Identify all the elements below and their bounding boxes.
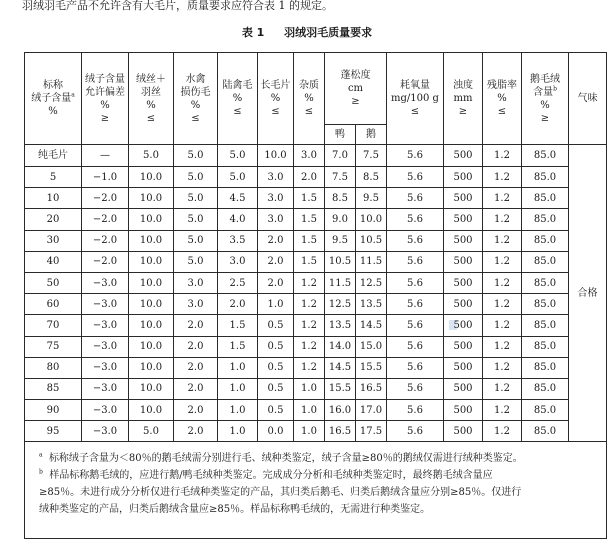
cell-impurity: 1.2 — [294, 294, 325, 315]
cell-goose-content: 85.0 — [522, 230, 569, 251]
cell-fill-power-duck: 14.0 — [325, 336, 356, 357]
cell-goose-content: 85.0 — [522, 315, 569, 336]
cell-oxygen-number: 5.6 — [387, 230, 444, 251]
cell-fill-power-goose: 10.0 — [356, 209, 387, 230]
header-fill-power-duck: 鸭 — [325, 125, 356, 145]
cell-goose-content: 85.0 — [522, 272, 569, 293]
cell-impurity: 1.2 — [294, 315, 325, 336]
cell-fill-power-goose: 15.0 — [356, 336, 387, 357]
cell-damaged-feather: 5.0 — [174, 230, 218, 251]
cell-tolerance: −3.0 — [82, 400, 129, 421]
cell-fiber: 5.0 — [129, 145, 174, 167]
table-row — [25, 421, 607, 442]
cell-damaged-feather: 5.0 — [174, 145, 218, 167]
cell-turbidity: 500 — [444, 272, 483, 293]
cell-turbidity: 500 — [444, 294, 483, 315]
cell-oxygen-number: 5.6 — [387, 357, 444, 378]
cell-long-feather: 10.0 — [258, 145, 294, 167]
cell-impurity: 1.2 — [294, 272, 325, 293]
cell-landfowl-feather: 2.0 — [218, 294, 258, 315]
cell-tolerance: −2.0 — [82, 188, 129, 209]
cell-turbidity: 500 — [444, 251, 483, 272]
cell-turbidity: 500 — [444, 209, 483, 230]
cell-tolerance: −3.0 — [82, 378, 129, 399]
cell-long-feather: 0.5 — [258, 400, 294, 421]
cell-impurity: 1.2 — [294, 336, 325, 357]
cell-residual-fat: 1.2 — [483, 188, 522, 209]
cell-residual-fat: 1.2 — [483, 145, 522, 167]
cell-goose-content: 85.0 — [522, 251, 569, 272]
cell-impurity: 3.0 — [294, 145, 325, 167]
cell-fill-power-duck: 9.0 — [325, 209, 356, 230]
table-row — [25, 378, 607, 399]
cell-long-feather: 2.0 — [258, 251, 294, 272]
cell-turbidity: 500 — [444, 400, 483, 421]
cell-fill-power-duck: 12.5 — [325, 294, 356, 315]
cell-long-feather: 0.0 — [258, 421, 294, 442]
cell-goose-content: 85.0 — [522, 145, 569, 167]
cell-goose-content: 85.0 — [522, 188, 569, 209]
header-nominal-down-content: 标称 绒子含量$^a$ % — [25, 53, 82, 145]
cell-oxygen-number: 5.6 — [387, 167, 444, 188]
cell-damaged-feather: 3.0 — [174, 294, 218, 315]
cell-damaged-feather: 2.0 — [174, 400, 218, 421]
header-fill-power-goose: 鹅 — [356, 125, 387, 145]
cell-fill-power-duck: 13.5 — [325, 315, 356, 336]
cell-residual-fat: 1.2 — [483, 167, 522, 188]
cell-residual-fat: 1.2 — [483, 315, 522, 336]
header-fill-power: 蓬松度 cm ≥ — [325, 53, 387, 125]
cell-tolerance: −1.0 — [82, 167, 129, 188]
cell-tolerance: −3.0 — [82, 357, 129, 378]
header-fiber: 绒丝＋ 羽丝 % ≤ — [129, 53, 174, 145]
cell-oxygen-number: 5.6 — [387, 294, 444, 315]
cell-turbidity: 500 — [444, 145, 483, 167]
cell-goose-content: 85.0 — [522, 294, 569, 315]
cell-fiber: 10.0 — [129, 315, 174, 336]
cell-long-feather: 0.5 — [258, 357, 294, 378]
table-row — [25, 167, 607, 188]
quality-requirements-table — [24, 52, 607, 539]
header-turbidity: 浊度 mm ≥ — [444, 53, 483, 145]
cell-goose-content: 85.0 — [522, 400, 569, 421]
cell-tolerance: −3.0 — [82, 315, 129, 336]
cell-oxygen-number: 5.6 — [387, 378, 444, 399]
table-caption — [0, 24, 614, 40]
cell-residual-fat: 1.2 — [483, 378, 522, 399]
cell-tolerance: −2.0 — [82, 251, 129, 272]
cell-fiber: 10.0 — [129, 336, 174, 357]
cell-fill-power-goose: 9.5 — [356, 188, 387, 209]
table-title: 羽绒羽毛质量要求 — [284, 26, 373, 39]
cell-residual-fat: 1.2 — [483, 336, 522, 357]
cell-residual-fat: 1.2 — [483, 400, 522, 421]
cell-tolerance: −3.0 — [82, 272, 129, 293]
cell-tolerance: −3.0 — [82, 421, 129, 442]
cell-long-feather: 0.5 — [258, 315, 294, 336]
cell-fiber: 10.0 — [129, 272, 174, 293]
cell-damaged-feather: 5.0 — [174, 209, 218, 230]
table-row — [25, 336, 607, 357]
cell-long-feather: 0.5 — [258, 378, 294, 399]
cell-fiber: 10.0 — [129, 167, 174, 188]
header-landfowl-feather: 陆禽毛 % ≤ — [218, 53, 258, 145]
cell-fiber: 10.0 — [129, 400, 174, 421]
cell-landfowl-feather: 5.0 — [218, 167, 258, 188]
header-residual-fat: 残脂率 % ≤ — [483, 53, 522, 145]
table-row — [25, 272, 607, 293]
cell-oxygen-number: 5.6 — [387, 145, 444, 167]
cell-fiber: 10.0 — [129, 378, 174, 399]
cell-fill-power-duck: 11.5 — [325, 272, 356, 293]
cell-long-feather: 2.0 — [258, 272, 294, 293]
cell-nominal-content: 75 — [25, 336, 82, 357]
cell-tolerance: −2.0 — [82, 209, 129, 230]
cell-damaged-feather: 5.0 — [174, 251, 218, 272]
cell-fill-power-goose: 12.5 — [356, 272, 387, 293]
cell-damaged-feather: 2.0 — [174, 315, 218, 336]
cell-nominal-content: 85 — [25, 378, 82, 399]
cell-fill-power-duck: 8.5 — [325, 188, 356, 209]
cell-landfowl-feather: 3.0 — [218, 251, 258, 272]
cell-residual-fat: 1.2 — [483, 230, 522, 251]
cell-fill-power-goose: 7.5 — [356, 145, 387, 167]
cell-goose-content: 85.0 — [522, 336, 569, 357]
cell-turbidity: 500 — [444, 315, 483, 336]
cell-damaged-feather: 5.0 — [174, 167, 218, 188]
cell-turbidity: 500 — [444, 336, 483, 357]
cell-fill-power-goose: 10.5 — [356, 230, 387, 251]
cell-nominal-content: 10 — [25, 188, 82, 209]
cell-oxygen-number: 5.6 — [387, 272, 444, 293]
cell-goose-content: 85.0 — [522, 421, 569, 442]
cell-residual-fat: 1.2 — [483, 294, 522, 315]
cell-odor: 合格 — [569, 145, 607, 442]
table-row — [25, 357, 607, 378]
cell-landfowl-feather: 3.5 — [218, 230, 258, 251]
table-notes-row — [25, 442, 607, 539]
table-notes — [25, 442, 607, 539]
cell-nominal-content: 50 — [25, 272, 82, 293]
cell-fill-power-goose: 17.0 — [356, 400, 387, 421]
cell-nominal-content: 60 — [25, 294, 82, 315]
cell-residual-fat: 1.2 — [483, 357, 522, 378]
cell-tolerance: −3.0 — [82, 336, 129, 357]
cell-landfowl-feather: 4.0 — [218, 209, 258, 230]
cell-fill-power-goose: 14.5 — [356, 315, 387, 336]
note-b: $^b$ 样品标称鹅毛绒的，应进行鹅/鸭毛绒种类鉴定。完成成分分析和毛绒种类鉴定时，最终鹅毛绒含量应 — [39, 469, 493, 482]
cell-fiber: 10.0 — [129, 357, 174, 378]
cell-residual-fat: 1.2 — [483, 251, 522, 272]
note-b-continuation-2: 绒种类鉴定的产品，归类后鹅绒含量应≥85％。样品标称鸭毛绒的，无需进行种类鉴定。 — [39, 504, 431, 516]
cell-fill-power-duck: 16.5 — [325, 421, 356, 442]
cell-goose-content: 85.0 — [522, 378, 569, 399]
cell-landfowl-feather: 5.0 — [218, 145, 258, 167]
header-impurity: 杂质 % ≤ — [294, 53, 325, 145]
table-row — [25, 230, 607, 251]
cell-fiber: 10.0 — [129, 188, 174, 209]
cell-damaged-feather: 2.0 — [174, 357, 218, 378]
table-row — [25, 251, 607, 272]
cell-fill-power-duck: 10.5 — [325, 251, 356, 272]
cell-landfowl-feather: 1.0 — [218, 400, 258, 421]
cell-turbidity: 500 — [444, 421, 483, 442]
header-odor: 气味 — [569, 53, 607, 145]
cell-turbidity: 500 — [444, 357, 483, 378]
cell-damaged-feather: 5.0 — [174, 188, 218, 209]
cell-tolerance: — — [82, 145, 129, 167]
cell-nominal-content: 90 — [25, 400, 82, 421]
table-row — [25, 294, 607, 315]
cell-impurity: 2.0 — [294, 167, 325, 188]
cell-impurity: 1.0 — [294, 378, 325, 399]
cell-fiber: 10.0 — [129, 294, 174, 315]
cell-fiber: 10.0 — [129, 251, 174, 272]
cell-landfowl-feather: 4.5 — [218, 188, 258, 209]
cell-oxygen-number: 5.6 — [387, 421, 444, 442]
table-body — [25, 145, 607, 442]
cell-damaged-feather: 2.0 — [174, 378, 218, 399]
header-down-tolerance: 绒子含量 允许偏差 % ≥ — [82, 53, 129, 145]
cell-damaged-feather: 2.0 — [174, 421, 218, 442]
cell-nominal-content: 30 — [25, 230, 82, 251]
cell-turbidity: 500 — [444, 230, 483, 251]
cell-goose-content: 85.0 — [522, 357, 569, 378]
cell-oxygen-number: 5.6 — [387, 209, 444, 230]
cell-landfowl-feather: 1.5 — [218, 336, 258, 357]
cell-nominal-content: 40 — [25, 251, 82, 272]
cell-oxygen-number: 5.6 — [387, 315, 444, 336]
cell-impurity: 1.2 — [294, 357, 325, 378]
cell-fill-power-goose: 11.5 — [356, 251, 387, 272]
cell-goose-content: 85.0 — [522, 167, 569, 188]
table-row — [25, 188, 607, 209]
cell-fill-power-duck: 14.5 — [325, 357, 356, 378]
table-row — [25, 209, 607, 230]
cell-residual-fat: 1.2 — [483, 209, 522, 230]
cell-impurity: 1.5 — [294, 209, 325, 230]
cell-tolerance: −2.0 — [82, 230, 129, 251]
cell-fiber: 10.0 — [129, 209, 174, 230]
table-row — [25, 315, 607, 336]
cell-oxygen-number: 5.6 — [387, 251, 444, 272]
cell-turbidity: 500 — [444, 188, 483, 209]
cell-fill-power-goose: 13.5 — [356, 294, 387, 315]
cell-fill-power-duck: 16.0 — [325, 400, 356, 421]
note-b-continuation-1: ≥85％。未进行成分分析仅进行毛绒种类鉴定的产品，其归类后鹅毛、归类后鹅绒含量应分别≥85％。仅进行 — [39, 487, 522, 499]
cell-turbidity: 500 — [444, 167, 483, 188]
cell-damaged-feather: 2.0 — [174, 336, 218, 357]
cell-landfowl-feather: 1.5 — [218, 315, 258, 336]
cell-impurity: 1.5 — [294, 188, 325, 209]
cell-oxygen-number: 5.6 — [387, 336, 444, 357]
table-row — [25, 400, 607, 421]
cell-impurity: 1.5 — [294, 230, 325, 251]
cell-goose-content: 85.0 — [522, 209, 569, 230]
cell-long-feather: 2.0 — [258, 230, 294, 251]
cell-fiber: 10.0 — [129, 230, 174, 251]
cell-oxygen-number: 5.6 — [387, 400, 444, 421]
cell-landfowl-feather: 1.0 — [218, 421, 258, 442]
cell-fill-power-goose: 15.5 — [356, 357, 387, 378]
cell-long-feather: 0.5 — [258, 336, 294, 357]
header-long-feather: 长毛片 % ≤ — [258, 53, 294, 145]
header-goose-content: 鹅毛绒 含量$^b$ % ≥ — [522, 53, 569, 145]
cell-nominal-content: 80 — [25, 357, 82, 378]
cell-fill-power-duck: 15.5 — [325, 378, 356, 399]
cell-fill-power-goose: 8.5 — [356, 167, 387, 188]
cell-impurity: 1.5 — [294, 251, 325, 272]
cell-turbidity: 500 — [444, 378, 483, 399]
cell-impurity: 1.0 — [294, 421, 325, 442]
header-oxygen-number: 耗氧量 mg/100 g ≤ — [387, 53, 444, 145]
cell-nominal-content: 5 — [25, 167, 82, 188]
cell-oxygen-number: 5.6 — [387, 188, 444, 209]
cell-landfowl-feather: 1.0 — [218, 357, 258, 378]
intro-paragraph: 羽绒羽毛产品不允许含有大毛片，质量要求应符合表 1 的规定。 — [22, 0, 333, 12]
cell-fill-power-duck: 7.0 — [325, 145, 356, 167]
cell-fiber: 5.0 — [129, 421, 174, 442]
note-a: $^a$ 标称绒子含量为＜80％的鹅毛绒需分别进行毛、绒种类鉴定，绒子含量≥80％的鹅绒仅需进行绒种类鉴定。 — [39, 452, 523, 465]
cell-damaged-feather: 3.0 — [174, 272, 218, 293]
cell-fill-power-goose: 17.5 — [356, 421, 387, 442]
cell-fill-power-goose: 16.5 — [356, 378, 387, 399]
cell-fill-power-duck: 9.5 — [325, 230, 356, 251]
cell-nominal-content: 70 — [25, 315, 82, 336]
cell-impurity: 1.0 — [294, 400, 325, 421]
cell-nominal-content: 20 — [25, 209, 82, 230]
cell-long-feather: 3.0 — [258, 167, 294, 188]
table-number: 表 1 — [241, 26, 265, 39]
cell-long-feather: 3.0 — [258, 209, 294, 230]
header-damaged-feather: 水禽 损伤毛 % ≤ — [174, 53, 218, 145]
table-header-row — [25, 53, 607, 125]
table-row — [25, 145, 607, 167]
cell-long-feather: 1.0 — [258, 294, 294, 315]
cell-residual-fat: 1.2 — [483, 421, 522, 442]
cell-residual-fat: 1.2 — [483, 272, 522, 293]
cell-nominal-content: 纯毛片 — [25, 145, 82, 167]
cell-landfowl-feather: 2.5 — [218, 272, 258, 293]
cell-nominal-content: 95 — [25, 421, 82, 442]
cell-tolerance: −3.0 — [82, 294, 129, 315]
cell-landfowl-feather: 1.0 — [218, 378, 258, 399]
cell-fill-power-duck: 7.5 — [325, 167, 356, 188]
cell-long-feather: 3.0 — [258, 188, 294, 209]
